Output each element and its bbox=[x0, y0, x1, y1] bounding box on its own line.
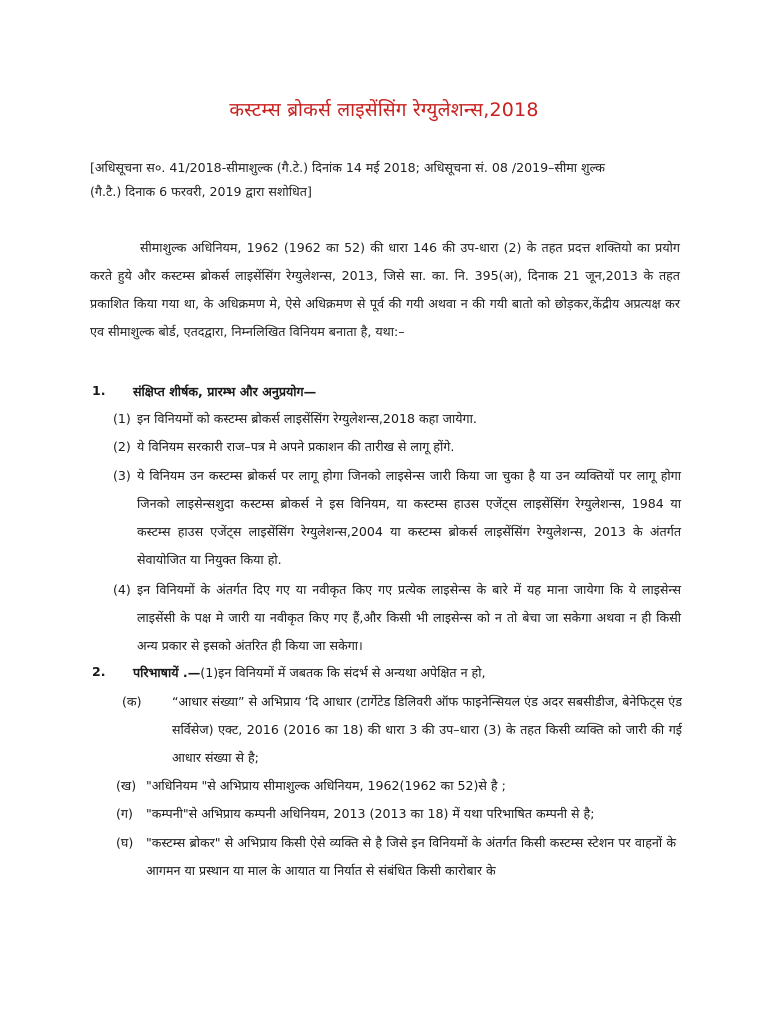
definition-gha bbox=[116, 829, 676, 885]
definition-text: "कस्टम्स ब्रोकर" से अभिप्राय किसी ऐसे व्यक्ति से है जिसे इन विनियमों के अंतर्गत किसी कस्टम्स स्टेशन पर वाहनों के आगमन या प्रस्थान या माल के आयात या निर्यात से संबंधित किसी कारोबार के bbox=[146, 835, 676, 878]
definition-text: "कम्पनी"से अभिप्राय कम्पनी अधिनियम, 2013 (2013 का 18) में यथा परिभाषित कम्पनी से है; bbox=[146, 806, 595, 821]
definition-number: (ख) bbox=[116, 778, 137, 793]
section-2-number: 2. bbox=[92, 664, 106, 679]
definition-text: “आधार संख्या” से अभिप्राय ‘दि आधार (टार्गेटेड डिलिवरी ऑफ फाइनेन्सियल एंड अदर सबसीडीज, बेनेफिट्स एंड सर्विसेज) एक्ट, 2016 (2016 का 18) की धारा 3 की उप–धारा (3) के तहत किसी व्यक्ति को जारी की गई आधार संख्या से है; bbox=[172, 694, 682, 765]
definition-number: (घ) bbox=[116, 835, 134, 850]
clause-text: ये विनियम सरकारी राज–पत्र मे अपने प्रकाशन की तारीख से लागू होंगे. bbox=[137, 439, 455, 454]
clause-1 bbox=[113, 405, 681, 433]
definition-ka bbox=[122, 688, 682, 772]
definition-text: "अधिनियम "से अभिप्राय सीमाशुल्क अधिनियम, 1962(1962 का 52)से है ; bbox=[146, 778, 506, 793]
clause-number: (1) bbox=[113, 411, 131, 426]
definition-ga bbox=[116, 800, 676, 828]
clause-3 bbox=[113, 462, 681, 574]
clause-number: (2) bbox=[113, 439, 131, 454]
section-1-number: 1. bbox=[92, 383, 106, 398]
clause-2 bbox=[113, 433, 681, 461]
clause-number: (3) bbox=[113, 468, 131, 483]
section-2-heading: परिभाषायें .— bbox=[133, 665, 201, 680]
preamble-paragraph: सीमाशुल्क अधिनियम, 1962 (1962 का 52) की धारा 146 की उप-धारा (2) के तहत प्रदत्त शक्तियो का प्रयोग करते हुये और कस्टम्स ब्रोकर्स लाइसेंसिंग रेग्युलेशन्स, 2013, जिसे सा. का. नि. 395(अ), दिनाक 21 जून,2013 के तहत प्रकाशित किया गया था, के अधिक्रमण मे, ऐसे अधिक्रमण से पूर्व की गयी अथवा न की गयी बातो को छोड़कर,केंद्रीय अप्रत्यक्ष कर एव सीमाशुल्क बोर्ड, एतदद्वारा, निम्नलिखित विनियम बनाता है, यथा:– bbox=[90, 240, 680, 339]
definition-number: (ग) bbox=[116, 806, 133, 821]
definition-number: (क) bbox=[122, 694, 142, 709]
notification-line-1: [अधिसूचना स०. 41/2018-सीमाशुल्क (गै.टे.) दिनांक 14 मई 2018; अधिसूचना सं. 08 /2019–सीमा शुल्क bbox=[90, 160, 605, 175]
section-2-intro: (1)इन विनियमों में जबतक कि संदर्भ से अन्यथा अपेक्षित न हो, bbox=[200, 665, 486, 680]
section-1-heading: संक्षिप्त शीर्षक, प्रारम्भ और अनुप्रयोग— bbox=[133, 384, 317, 399]
clause-text: इन विनियमों के अंतर्गत दिए गए या नवीकृत किए गए प्रत्येक लाइसेन्स के बारे में यह माना जायेगा कि ये लाइसेन्स लाइसेंसी के पक्ष मे जारी या नवीकृत किए गए हैं,और किसी भी लाइसेन्स को न तो बेचा जा सकेगा अथवा न ही किसी अन्य प्रकार से इसको अंतरित ही किया जा सकेगा। bbox=[137, 582, 681, 653]
clause-number: (4) bbox=[113, 582, 131, 597]
clause-text: ये विनियम उन कस्टम्स ब्रोकर्स पर लागू होगा जिनको लाइसेन्स जारी किया जा चुका है या उन व्यक्तियों पर लागू होगा जिनको लाइसेन्सशुदा कस्टम्स ब्रोकर्स ने इस विनियम, या कस्टम्स हाउस एजेंट्स लाइसेंसिंग रेग्युलेशन्स, 1984 या कस्टम्स हाउस एजेंट्स लाइसेंसिंग रेग्युलेशन्स,2004 या कस्टम्स ब्रोकर्स लाइसेंसिंग रेग्युलेशन्स, 2013 के अंतर्गत सेवायोजित या नियुक्त किया हो. bbox=[137, 468, 681, 567]
definition-kha bbox=[116, 772, 676, 800]
document-title: कस्टम्स ब्रोकर्स लाइसेंसिंग रेग्युलेशन्स,2018 bbox=[229, 99, 539, 121]
notification-line-2: (गै.टै.) दिनाक 6 फरवरी, 2019 द्वारा सशोधित] bbox=[90, 184, 312, 199]
section-2-heading-line bbox=[133, 664, 486, 681]
clause-4 bbox=[113, 576, 681, 660]
clause-text: इन विनियमों को कस्टम्स ब्रोकर्स लाइसेंसिंग रेग्युलेशन्स,2018 कहा जायेगा. bbox=[137, 411, 477, 426]
notification-reference bbox=[90, 156, 690, 204]
